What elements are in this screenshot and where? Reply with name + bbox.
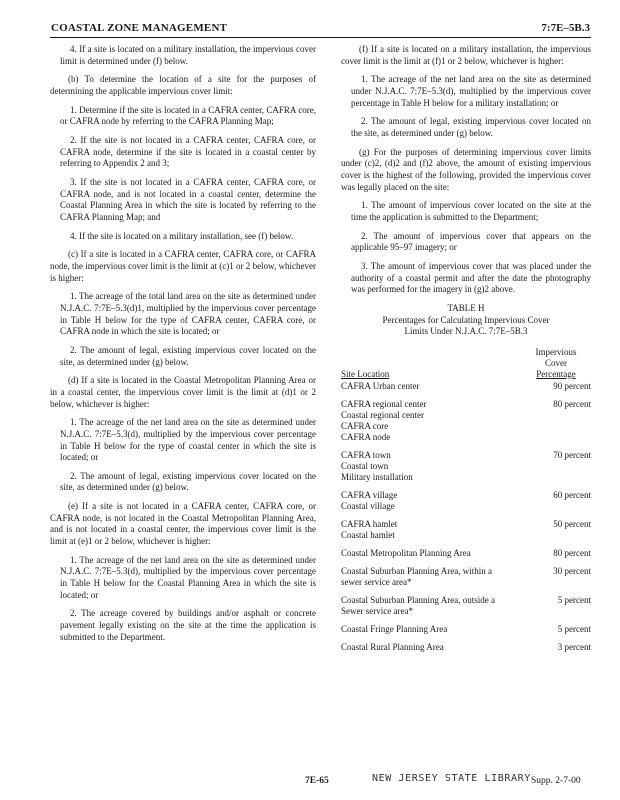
site-location-cell: CAFRA Urban center (341, 380, 420, 391)
site-location-cell: CAFRA hamlet Coastal hamlet (341, 518, 398, 540)
table-row (341, 490, 591, 519)
paragraph-f1: 1. The acreage of the net land area on the site as determined under N.J.A.C. 7:7E–5.3(d), multiplied by the impervious cover percentage in Table H below for a military installation; or (351, 74, 591, 108)
site-location-cell: Coastal Suburban Planning Area, within a sewer service area* (341, 565, 492, 587)
table-row (341, 566, 591, 595)
paragraph-b: (b) To determine the location of a site for the purposes of determining the applicable impervious cover limit: (50, 74, 316, 96)
site-location-cell: CAFRA regional center Coastal regional center CAFRA core CAFRA node (341, 398, 427, 442)
paragraph-e2: 2. The acreage covered by buildings and/or asphalt or concrete pavement legally existing on the site at the time the application is submitted to the Department. (60, 608, 316, 642)
table-row (341, 642, 591, 660)
percentage-cell: 3 percent (557, 641, 591, 652)
left-column (50, 44, 316, 650)
table-heading (341, 303, 591, 338)
page-number: 7E-65 (305, 776, 329, 786)
column-header-site-location: Site Location (341, 368, 390, 379)
table-title-line-2: Limits Under N.J.A.C. 7:7E–5B.3 (404, 326, 528, 337)
percentage-cell: 90 percent (553, 380, 591, 391)
table-body (341, 381, 591, 660)
column-header-percentage-line-2: Cover (545, 357, 567, 368)
paragraph-e1: 1. The acreage of the net land area on the site as determined under N.J.A.C. 7:7E–5.3(d), multiplied by the impervious cover percentage in Table H below for the Coastal Planning Area in which the site is located; or (60, 554, 316, 600)
percentage-cell: 70 percent (553, 449, 591, 460)
percentage-cell: 50 percent (553, 518, 591, 529)
paragraph-g2: 2. The amount of impervious cover that appears on the applicable 95–97 imagery; or (351, 230, 591, 253)
paragraph-c: (c) If a site is located in a CAFRA center, CAFRA core, or CAFRA node, the impervious cover limit is the limit at (c)1 or 2 below, whichever is higher: (50, 249, 316, 283)
column-header-percentage-line-1: Impervious (535, 346, 577, 357)
site-location-cell: Coastal Fringe Planning Area (341, 623, 448, 634)
paragraph-d: (d) If a site is located in the Coastal Metropolitan Planning Area or in a coastal center, the impervious cover limit is the limit at (d)1 or 2 below, whichever is higher: (50, 375, 316, 409)
header-rule (50, 37, 591, 38)
table-row (341, 381, 591, 399)
paragraph-d1: 1. The acreage of the net land area on the site as determined under N.J.A.C. 7:7E–5.3(d), multiplied by the impervious cover percentage in Table H below for the type of coastal center in which the site is located; or (60, 417, 316, 463)
site-location-cell: CAFRA village Coastal village (341, 489, 398, 511)
percentage-cell: 80 percent (553, 398, 591, 409)
site-location-cell: Coastal Rural Planning Area (341, 641, 444, 652)
table-row (341, 450, 591, 490)
paragraph-c1: 1. The acreage of the total land area on the site as determined under N.J.A.C. 7:7E–5.3(d)1, multiplied by the impervious cover percentage in Table H below for the type of CAFRA center, CAFRA core, or CAFRA node in which the site is located; or (60, 291, 316, 337)
table-label: TABLE H (447, 303, 485, 313)
paragraph-f: (f) If a site is located on a military installation, the impervious cover limit is the limit at (f)1 or 2 below, whichever is higher: (341, 44, 591, 66)
site-location-cell: Coastal Metropolitan Planning Area (341, 547, 471, 558)
paragraph-c2: 2. The amount of legal, existing impervious cover located on the site, as determined under (g) below. (60, 344, 316, 367)
table-title-line-1: Percentages for Calculating Impervious Cover (382, 314, 550, 325)
paragraph-a4: 4. If a site is located on a military installation, the impervious cover limit is determined under (f) below. (60, 44, 316, 66)
site-location-cell: CAFRA town Coastal town Military installation (341, 449, 413, 482)
table-row (341, 624, 591, 642)
site-location-cell: Coastal Suburban Planning Area, outside a Sewer service area* (341, 594, 495, 616)
paragraph-e: (e) If a site is not located in a CAFRA center, CAFRA core, or CAFRA node, is not located in the Coastal Metropolitan Planning Area, and is not located in a coastal center, the impervious cover limit is the limit at (e)1 or 2 below, whichever is higher: (50, 501, 316, 547)
paragraph-g: (g) For the purposes of determining impervious cover limits under (c)2, (d)2 and (f)2 above, the amount of existing impervious cover is the highest of the following, provided the impervious cover was legally placed on the site: (341, 146, 591, 192)
paragraph-g3: 3. The amount of impervious cover that was placed under the authority of a coastal permit and after the date the photography was performed for the imagery in (g)2 above. (351, 261, 591, 295)
percentage-cell: 60 percent (553, 489, 591, 500)
right-column (341, 44, 591, 660)
running-header-title: COASTAL ZONE MANAGEMENT (51, 22, 228, 34)
running-header-section: 7:7E–5B.3 (541, 22, 590, 34)
paragraph-b3: 3. If the site is not located in a CAFRA center, CAFRA core, or CAFRA node, and is not located in a coastal center, determine the Coastal Planning Area in which the site is located by referring to the CAFRA Planning Map; and (60, 177, 316, 222)
percentage-cell: 30 percent (553, 565, 591, 576)
paragraph-b2: 2. If the site is not located in a CAFRA center, CAFRA core, or CAFRA node, determine if the site is located in a coastal center by referring to Appendix 2 and 3; (60, 135, 316, 169)
percentage-cell: 5 percent (557, 594, 591, 605)
paragraph-g1: 1. The amount of impervious cover located on the site at the time the application is submitted to the Department; (351, 200, 591, 222)
table-row (341, 399, 591, 450)
table-row (341, 595, 591, 624)
percentage-cell: 80 percent (553, 547, 591, 558)
percentage-cell: 5 percent (557, 623, 591, 634)
table-row (341, 519, 591, 548)
column-header-percentage-line-3: Percentage (536, 368, 576, 379)
impervious-cover-table (341, 347, 591, 660)
paragraph-b1: 1. Determine if the site is located in a CAFRA center, CAFRA core, or CAFRA node by referring to the CAFRA Planning Map; (60, 104, 316, 127)
column-header-percentage (521, 347, 591, 381)
paragraph-d2: 2. The amount of legal, existing impervious cover located on the site, as determined under (g) below. (60, 470, 316, 493)
library-stamp: NEW JERSEY STATE LIBRARY (372, 773, 531, 784)
supplement-date: Supp. 2-7-00 (531, 776, 581, 786)
paragraph-b4: 4. If the site is located on a military installation, see (f) below. (70, 230, 294, 241)
table-row (341, 548, 591, 566)
paragraph-f2: 2. The amount of legal, existing impervious cover located on the site, as determined under (g) below. (351, 116, 591, 138)
